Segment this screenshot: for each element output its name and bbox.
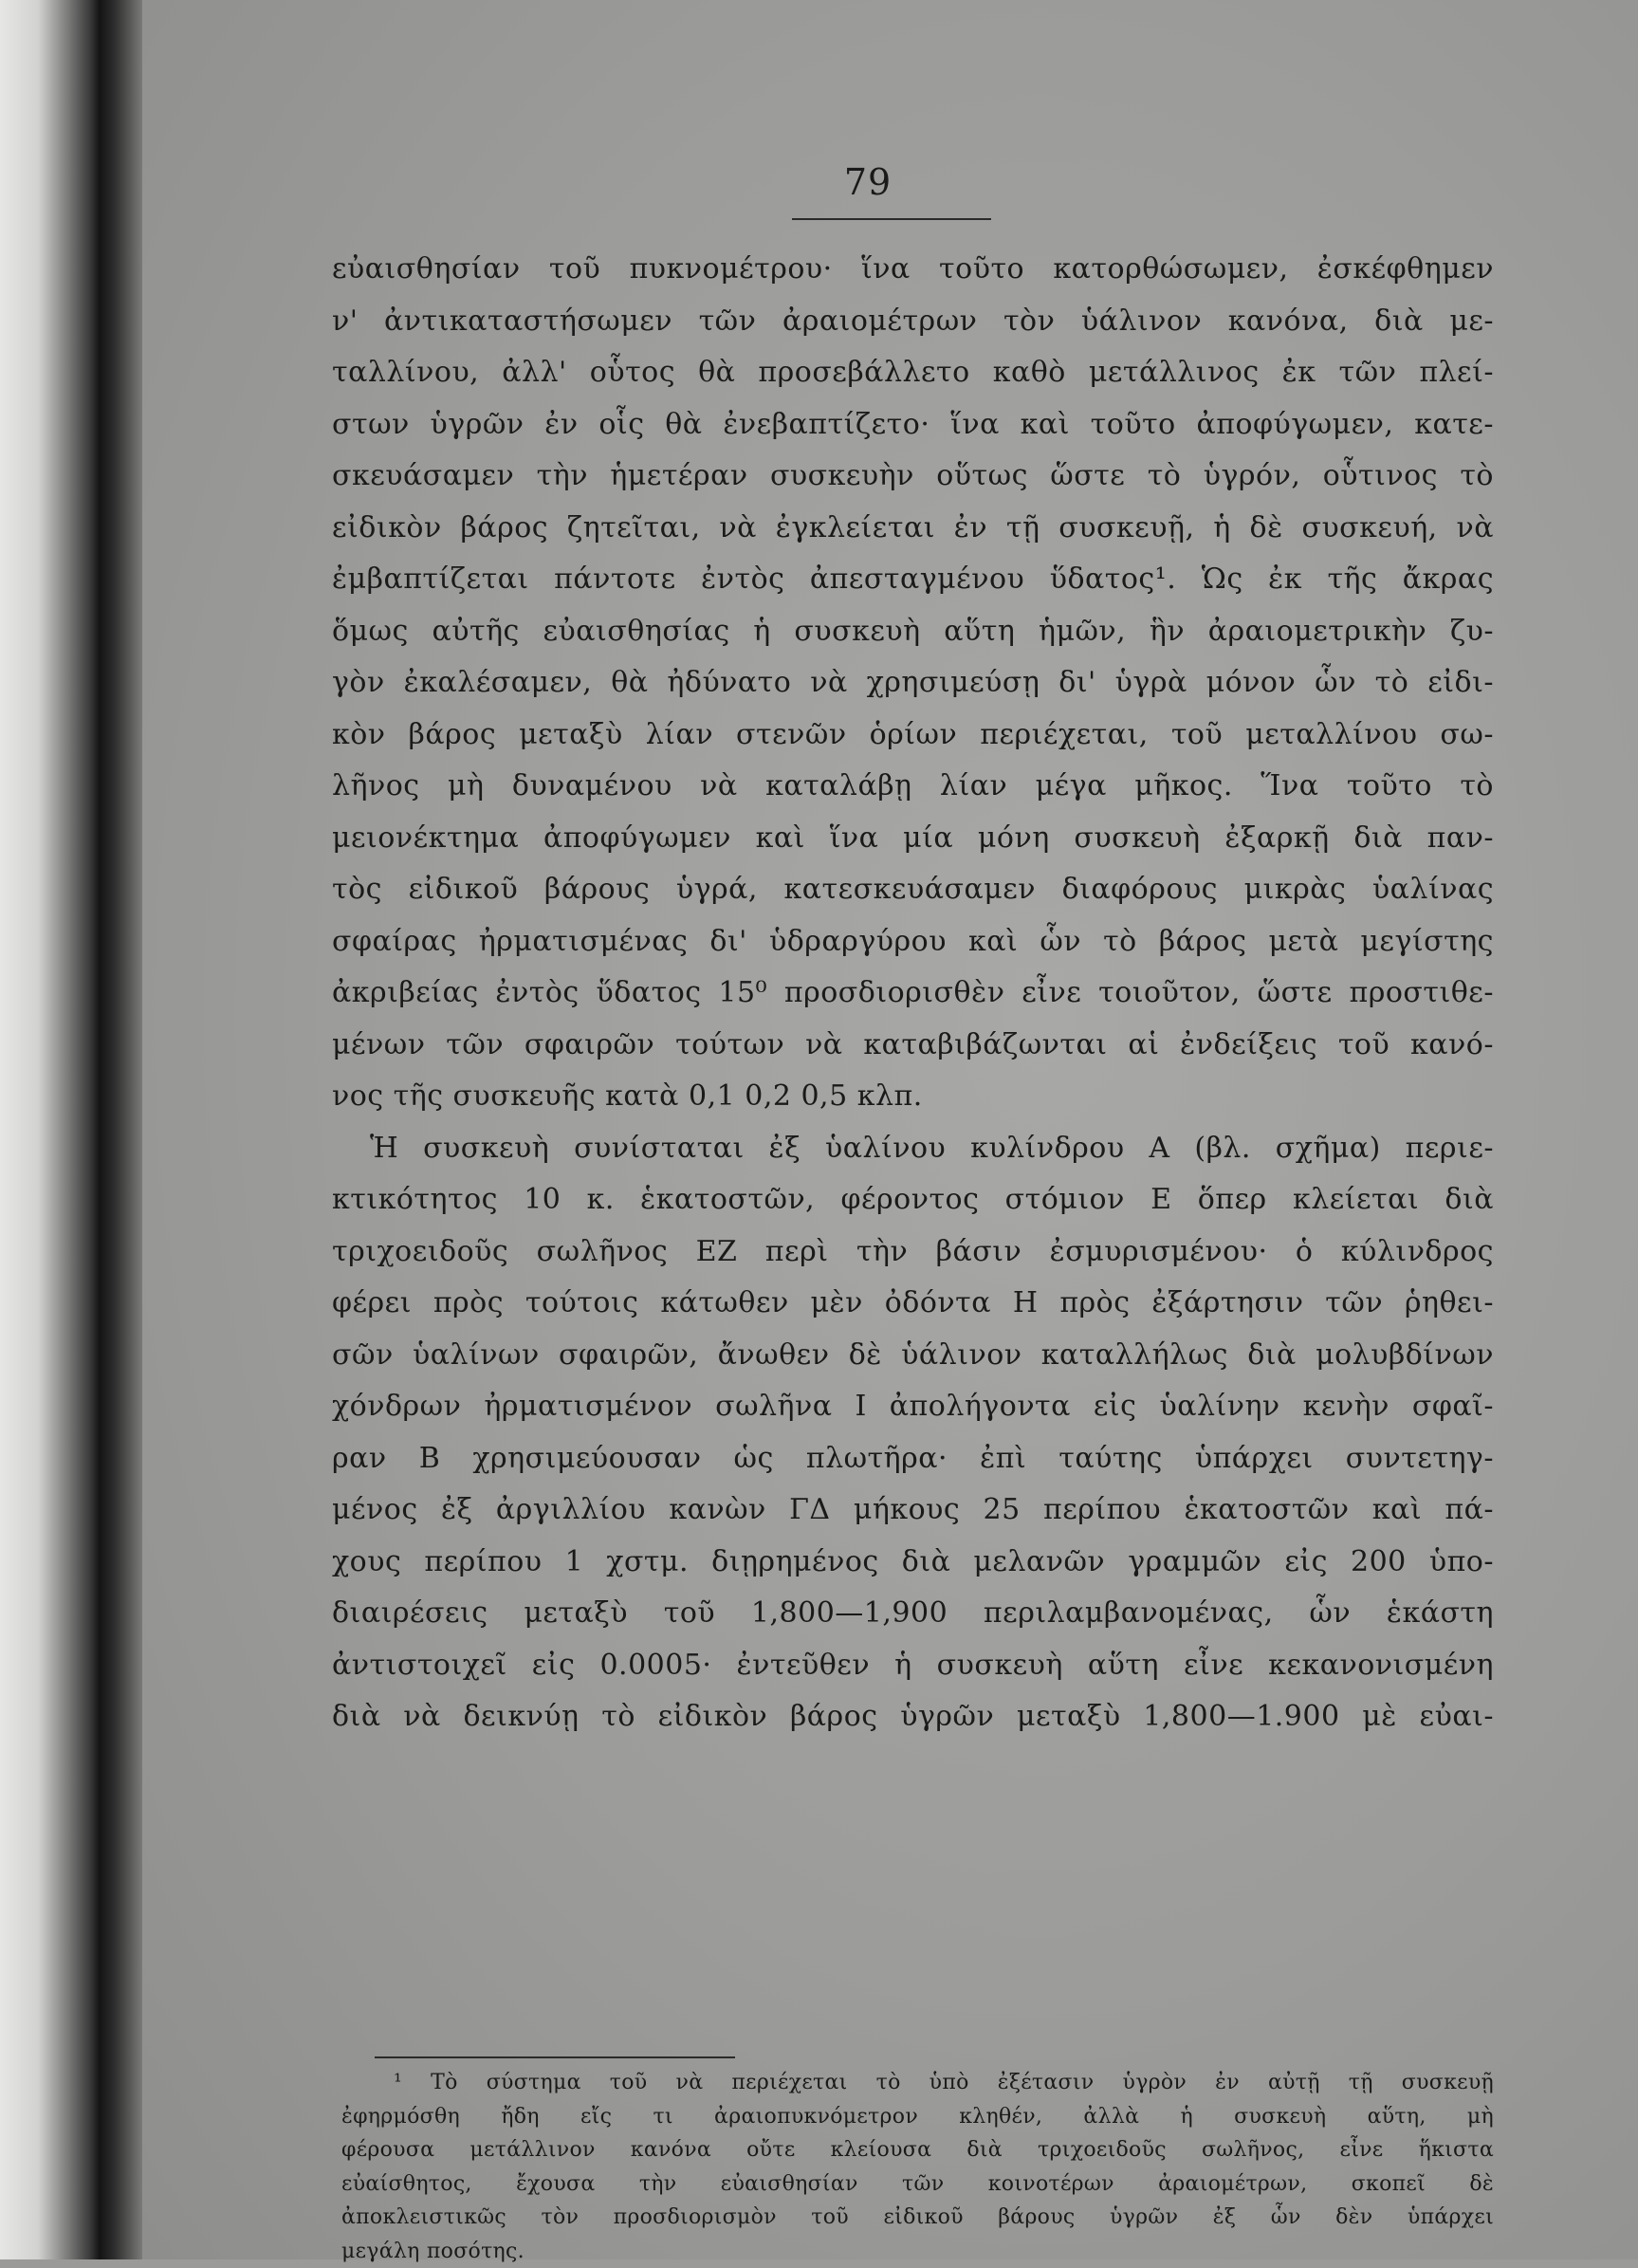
text-line: ὅμως αὐτῆς εὐαισθησίας ἡ συσκευὴ αὕτη ἡμῶν, ἣν ἀραιομετρικὴν ζυ-	[332, 606, 1494, 658]
text-line: διαιρέσεις μεταξὺ τοῦ 1,800—1,900 περιλαμβανομένας, ὧν ἑκάστη	[332, 1588, 1494, 1640]
footnote-line: εὐαίσθητος, ἔχουσα τὴν εὐαισθησίαν τῶν κοινοτέρων ἀραιομέτρων, σκοπεῖ δὲ	[341, 2167, 1494, 2202]
text-line: μειονέκτημα ἀποφύγωμεν καὶ ἵνα μία μόνη συσκευὴ ἐξαρκῇ διὰ παν-	[332, 813, 1494, 865]
text-line: φέρει πρὸς τούτοις κάτωθεν μὲν ὀδόντα Η πρὸς ἐξάρτησιν τῶν ῥηθει-	[332, 1278, 1494, 1330]
footnote-rule	[375, 2056, 735, 2058]
text-line: χους περίπου 1 χστμ. διῃρημένος διὰ μελανῶν γραμμῶν εἰς 200 ὑπο-	[332, 1537, 1494, 1589]
text-line: διὰ νὰ δεικνύῃ τὸ εἰδικὸν βάρος ὑγρῶν μεταξὺ 1,800—1.900 μὲ εὐαι-	[332, 1691, 1494, 1743]
text-line: ν' ἀντικαταστήσωμεν τῶν ἀραιομέτρων τὸν ὑάλινον κανόνα, διὰ με-	[332, 296, 1494, 348]
footnote-line: ἀποκλειστικῶς τὸν προσδιορισμὸν τοῦ εἰδικοῦ βάρους ὑγρῶν ἐξ ὧν δὲν ὑπάρχει	[341, 2201, 1494, 2235]
text-line: ἀκριβείας ἐντὸς ὕδατος 15⁰ προσδιορισθὲν εἶνε τοιοῦτον, ὥστε προστιθε-	[332, 968, 1494, 1020]
header-rule	[792, 218, 991, 220]
text-line: κὸν βάρος μεταξὺ λίαν στενῶν ὁρίων περιέχεται, τοῦ μεταλλίνου σω-	[332, 710, 1494, 762]
text-line: λῆνος μὴ δυναμένου νὰ καταλάβῃ λίαν μέγα μῆκος. Ἵνα τοῦτο τὸ	[332, 761, 1494, 813]
footnote-line: φέρουσα μετάλλινον κανόνα οὔτε κλείουσα διὰ τριχοειδοῦς σωλῆνος, εἶνε ἥκιστα	[341, 2133, 1494, 2167]
text-line: ἀντιστοιχεῖ εἰς 0.0005· ἐντεῦθεν ἡ συσκευὴ αὕτη εἶνε κεκανονισμένη	[332, 1640, 1494, 1692]
text-line: τὸς εἰδικοῦ βάρους ὑγρά, κατεσκευάσαμεν διαφόρους μικρὰς ὑαλίνας	[332, 864, 1494, 916]
text-line: γὸν ἐκαλέσαμεν, θὰ ἠδύνατο νὰ χρησιμεύσῃ δι' ὑγρὰ μόνον ὧν τὸ εἰδι-	[332, 657, 1494, 710]
text-line: νος τῆς συσκευῆς κατὰ 0,1 0,2 0,5 κλπ.	[332, 1071, 1494, 1123]
footnote-line: μεγάλη ποσότης.	[341, 2235, 1494, 2268]
text-line: χόνδρων ἠρματισμένον σωλῆνα Ι ἀπολήγοντα εἰς ὑαλίνην κενὴν σφαῖ-	[332, 1381, 1494, 1433]
text-line: σῶν ὑαλίνων σφαιρῶν, ἄνωθεν δὲ ὑάλινον καταλλήλως διὰ μολυβδίνων	[332, 1330, 1494, 1382]
text-line: εἰδικὸν βάρος ζητεῖται, νὰ ἐγκλείεται ἐν τῇ συσκευῇ, ἡ δὲ συσκευή, νὰ	[332, 503, 1494, 555]
text-line: μένων τῶν σφαιρῶν τούτων νὰ καταβιβάζωνται αἱ ἐνδείξεις τοῦ κανό-	[332, 1020, 1494, 1072]
text-line: Ἡ συσκευὴ συνίσταται ἐξ ὑαλίνου κυλίνδρου Α (βλ. σχῆμα) περιε-	[332, 1123, 1494, 1175]
body-text	[332, 244, 1494, 1743]
text-line: ταλλίνου, ἀλλ' οὗτος θὰ προσεβάλλετο καθὸ μετάλλινος ἐκ τῶν πλεί-	[332, 347, 1494, 399]
text-line: τριχοειδοῦς σωλῆνος ΕΖ περὶ τὴν βάσιν ἐσμυρισμένου· ὁ κύλινδρος	[332, 1226, 1494, 1279]
text-line: κτικότητος 10 κ. ἑκατοστῶν, φέροντος στόμιον Ε ὅπερ κλείεται διὰ	[332, 1174, 1494, 1226]
book-spine	[0, 0, 142, 2259]
text-line: στων ὑγρῶν ἐν οἷς θὰ ἐνεβαπτίζετο· ἵνα καὶ τοῦτο ἀποφύγωμεν, κατε-	[332, 399, 1494, 452]
page-number: 79	[811, 161, 925, 203]
footnote	[341, 2066, 1494, 2268]
text-line: σκευάσαμεν τὴν ἡμετέραν συσκευὴν οὕτως ὥστε τὸ ὑγρόν, οὗτινος τὸ	[332, 451, 1494, 503]
text-line: σφαίρας ἠρματισμένας δι' ὑδραργύρου καὶ ὧν τὸ βάρος μετὰ μεγίστης	[332, 916, 1494, 968]
text-line: μένος ἐξ ἀργιλλίου κανὼν ΓΔ μήκους 25 περίπου ἑκατοστῶν καὶ πά-	[332, 1484, 1494, 1537]
text-line: εὐαισθησίαν τοῦ πυκνομέτρου· ἵνα τοῦτο κατορθώσωμεν, ἐσκέφθημεν	[332, 244, 1494, 296]
footnote-line: ἐφηρμόσθη ἤδη εἴς τι ἀραιοπυκνόμετρον κληθέν, ἀλλὰ ἡ συσκευὴ αὕτη, μὴ	[341, 2100, 1494, 2134]
text-line: ραν Β χρησιμεύουσαν ὡς πλωτῆρα· ἐπὶ ταύτης ὑπάρχει συντετηγ-	[332, 1433, 1494, 1485]
footnote-line: ¹ Τὸ σύστημα τοῦ νὰ περιέχεται τὸ ὑπὸ ἐξέτασιν ὑγρὸν ἐν αὐτῇ τῇ συσκευῇ	[341, 2066, 1494, 2100]
text-line: ἐμβαπτίζεται πάντοτε ἐντὸς ἀπεσταγμένου ὕδατος¹. Ὡς ἐκ τῆς ἄκρας	[332, 554, 1494, 606]
